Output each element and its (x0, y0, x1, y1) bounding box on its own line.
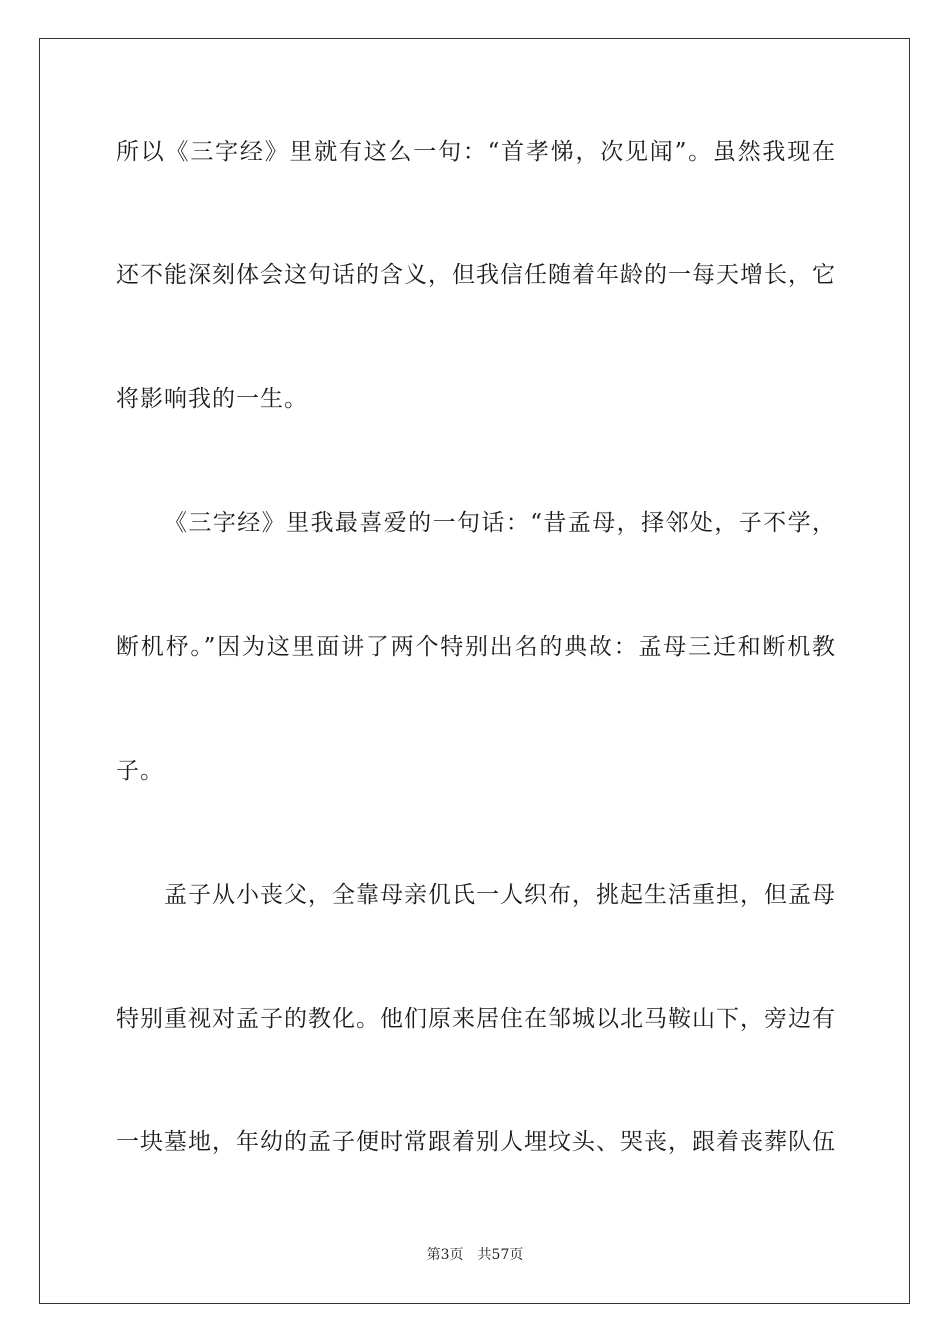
text-line-3: 将影响我的一生。 (116, 386, 308, 412)
page-total: 共57页 (477, 1247, 524, 1263)
text-line-1: 所以《三字经》里就有这么一句：“首孝悌，次见闻”。虽然我现在 (116, 139, 836, 165)
text-line-4: 《三字经》里我最喜爱的一句话：“昔孟母，择邻处，子不学， (164, 510, 836, 536)
text-line-5: 断机杼。”因为这里面讲了两个特别出名的典故：孟母三迁和断机教 (116, 634, 836, 660)
text-line-2: 还不能深刻体会这句话的含义，但我信任随着年龄的一每天增长，它 (116, 262, 836, 288)
text-line-8: 特别重视对孟子的教化。他们原来居住在邹城以北马鞍山下，旁边有 (116, 1006, 836, 1032)
page-border (39, 38, 910, 1304)
page-number: 第3页 (426, 1247, 464, 1263)
text-line-6: 子。 (116, 758, 164, 784)
text-line-9: 一块墓地，年幼的孟子便时常跟着别人埋坟头、哭丧，跟着丧葬队伍 (116, 1129, 836, 1155)
page-footer (0, 1246, 950, 1264)
text-line-7: 孟子从小丧父，全靠母亲仉氏一人织布，挑起生活重担，但孟母 (164, 882, 836, 908)
